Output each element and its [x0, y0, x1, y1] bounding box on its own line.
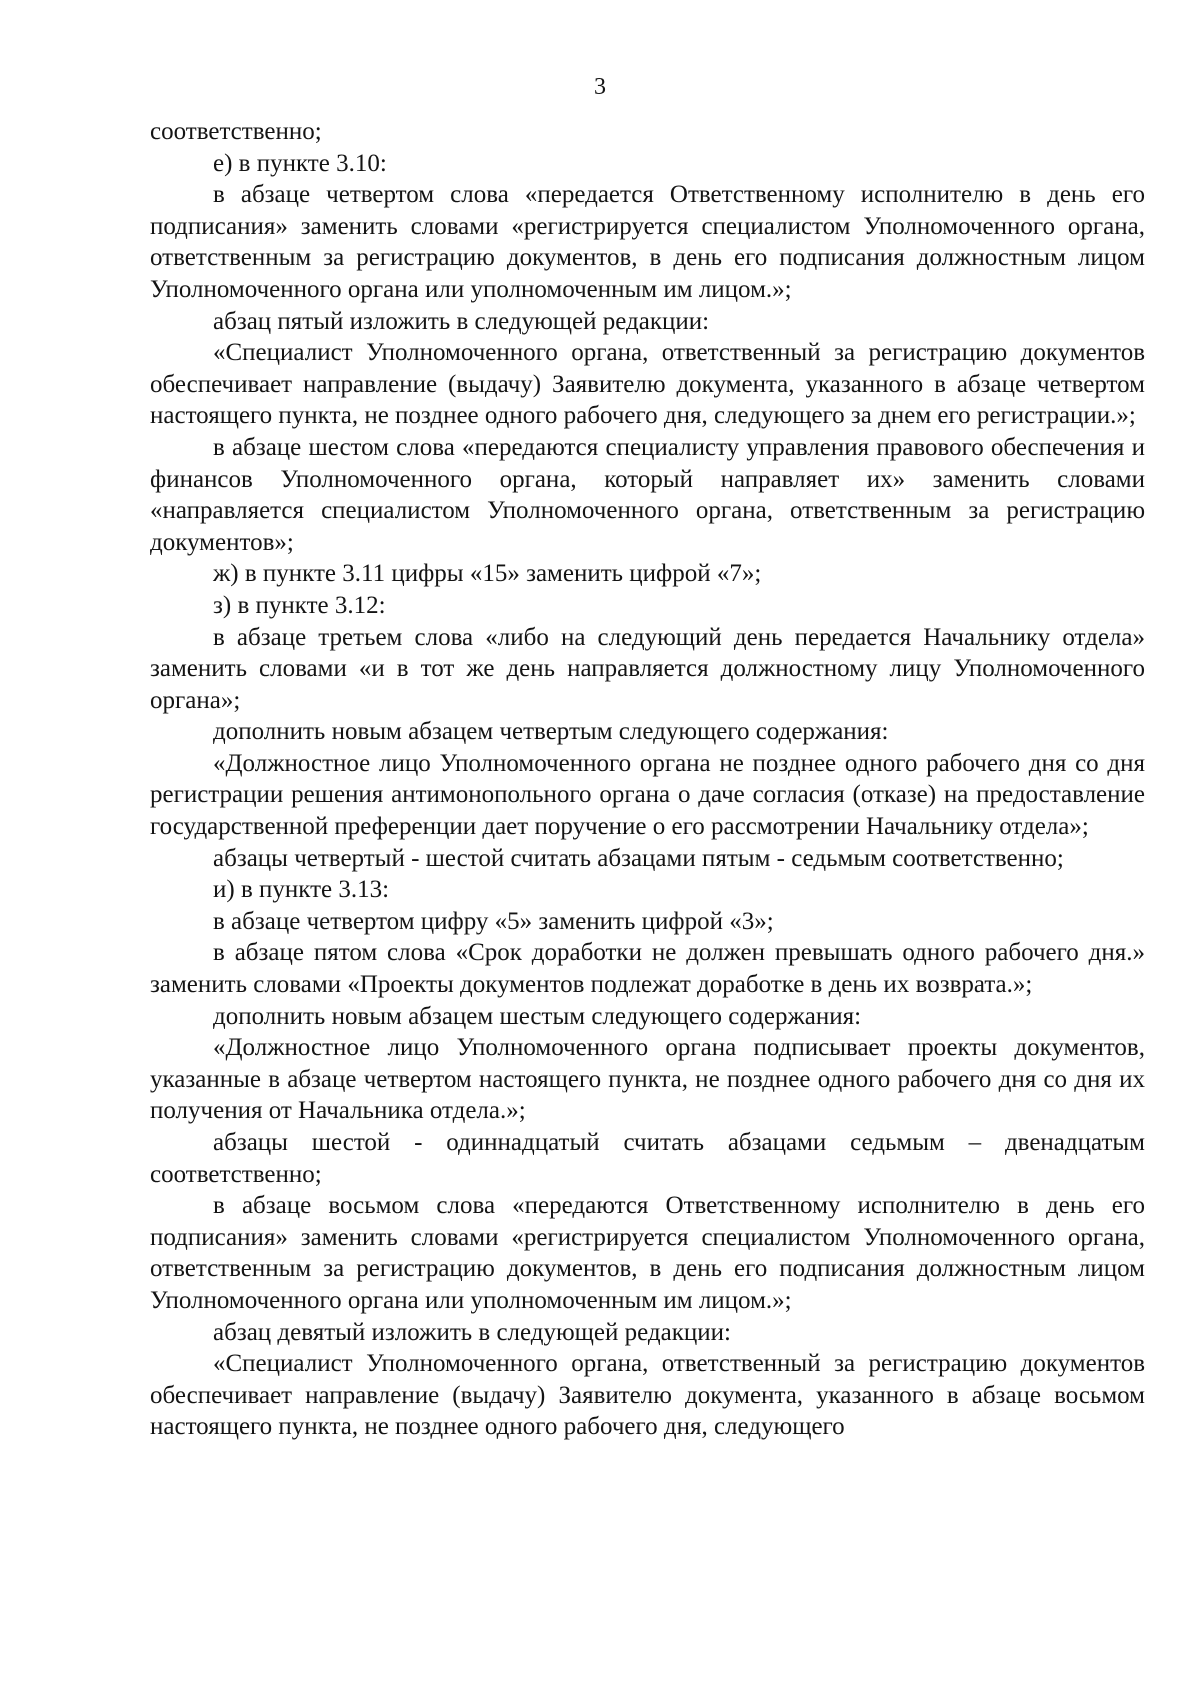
page-number: 3	[594, 74, 606, 100]
paragraph: дополнить новым абзацем четвертым следующего содержания:	[213, 718, 889, 746]
paragraph: е) в пункте 3.10:	[213, 149, 387, 177]
paragraph: и) в пункте 3.13:	[213, 876, 390, 904]
paragraph: в абзаце шестом слова «передаются специалисту управления правового обеспечения и финансов Уполномоченного органа, который направляет их» заменить словами «направляется специалистом Уполномоченного органа, ответственным за регистрацию документов»;	[150, 433, 1145, 556]
document-body	[150, 116, 1145, 1443]
paragraph: «Специалист Уполномоченного органа, ответственный за регистрацию документов обеспечивает направление (выдачу) Заявителю документа, указанного в абзаце восьмом настоящего пункта, не позднее одного рабочего дня, следующего	[150, 1350, 1145, 1441]
paragraph: абзац пятый изложить в следующей редакции:	[213, 307, 710, 335]
paragraph: в абзаце четвертом цифру «5» заменить цифрой «3»;	[213, 907, 774, 935]
paragraph: абзацы четвертый - шестой считать абзацами пятым - седьмым соответственно;	[213, 844, 1064, 872]
paragraph: абзац девятый изложить в следующей редакции:	[213, 1318, 731, 1346]
paragraph: дополнить новым абзацем шестым следующего содержания:	[213, 1002, 862, 1030]
paragraph: в абзаце четвертом слова «передается Ответственному исполнителю в день его подписания» заменить словами «регистрируется специалистом Уполномоченного органа, ответственным за регистрацию документов, в день его подписания должностным лицом Уполномоченного органа или уполномоченным им лицом.»;	[150, 181, 1145, 303]
paragraph: абзацы шестой - одиннадцатый считать абзацами седьмым – двенадцатым соответственно;	[150, 1129, 1145, 1188]
paragraph: в абзаце пятом слова «Срок доработки не должен превышать одного рабочего дня.» заменить словами «Проекты документов подлежат доработке в день их возврата.»;	[150, 939, 1145, 999]
paragraph: «Должностное лицо Уполномоченного органа подписывает проекты документов, указанные в абзаце четвертом настоящего пункта, не позднее одного рабочего дня со дня их получения от Начальника отдела.»;	[150, 1034, 1145, 1125]
paragraph: в абзаце третьем слова «либо на следующий день передается Начальнику отдела» заменить словами «и в тот же день направляется должностному лицу Уполномоченного органа»;	[150, 623, 1145, 714]
paragraph: «Специалист Уполномоченного органа, ответственный за регистрацию документов обеспечивает направление (выдачу) Заявителю документа, указанного в абзаце четвертом настоящего пункта, не позднее одного рабочего дня, следующего за днем его регистрации.»;	[150, 339, 1145, 430]
paragraph: в абзаце восьмом слова «передаются Ответственному исполнителю в день его подписания» заменить словами «регистрируется специалистом Уполномоченного органа, ответственным за регистрацию документов, в день его подписания должностным лицом Уполномоченного органа или уполномоченным им лицом.»;	[150, 1192, 1145, 1314]
paragraph: «Должностное лицо Уполномоченного органа не позднее одного рабочего дня со дня регистрации решения антимонопольного органа о даче согласия (отказе) на предоставление государственной преференции дает поручение о его рассмотрении Начальнику отдела»;	[150, 749, 1145, 841]
paragraph: ж) в пункте 3.11 цифры «15» заменить цифрой «7»;	[213, 560, 762, 588]
paragraph: соответственно;	[150, 118, 322, 145]
paragraph: з) в пункте 3.12:	[213, 591, 386, 619]
